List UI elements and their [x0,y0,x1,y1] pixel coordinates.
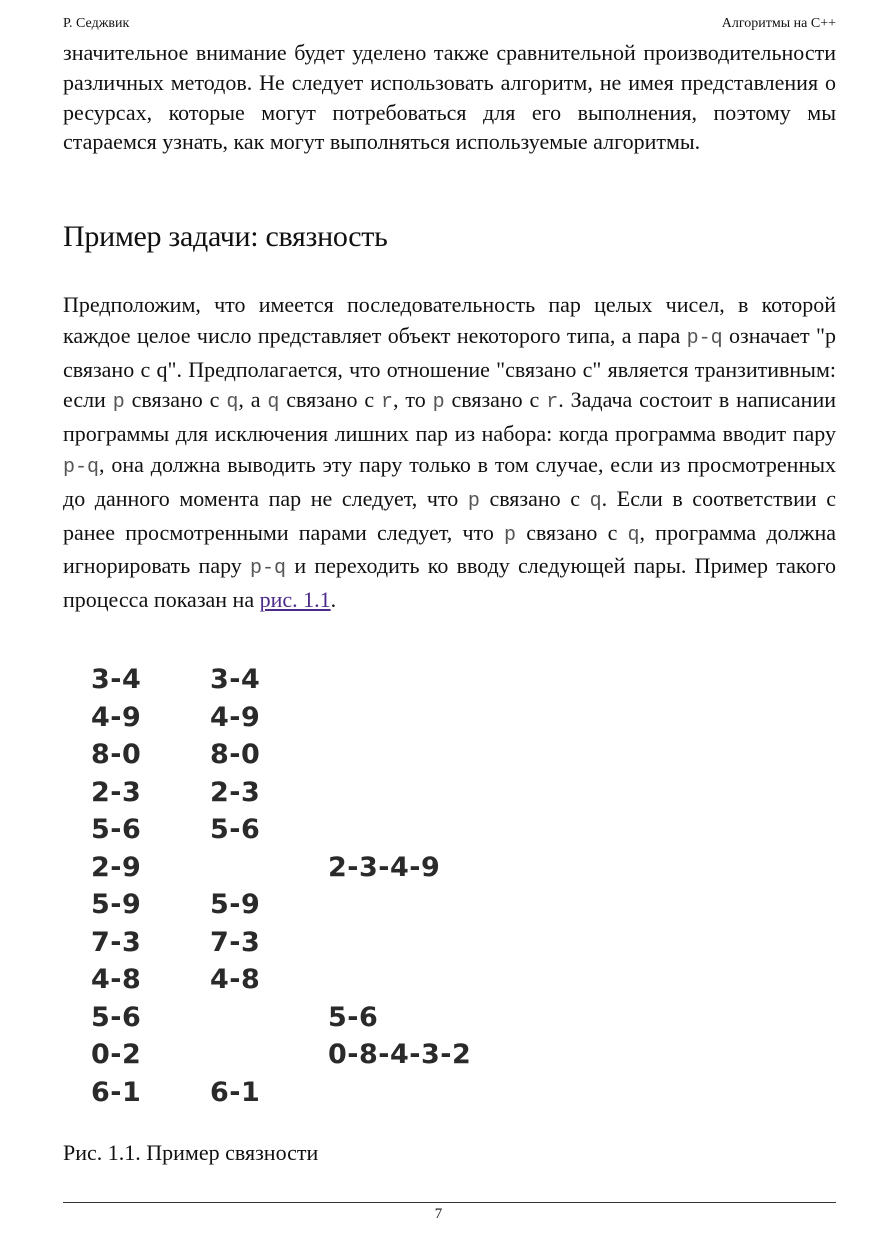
figure-input-pair: 8-0 [91,739,142,770]
figure-row [90,1077,510,1111]
inline-code: p-q [63,455,100,479]
body-text: , а [238,387,268,413]
inline-code: p-q [250,557,287,581]
body-text: . Если в соответствии с ранее просмотренными парами следует, что [63,485,836,545]
figure-row [90,814,510,848]
figure-input-pair: 5-6 [91,814,142,845]
figure-input-pair: 2-9 [91,851,142,883]
figure-row [90,1039,510,1073]
figure-connection-path: 0-8-4-3-2 [328,1039,472,1070]
figure-output-pair: 8-0 [210,739,261,770]
figure-output-pair: 4-8 [210,964,261,995]
figure-input-pair: 4-9 [91,701,142,733]
body-text: , программа должна игнорировать пару [63,519,836,579]
figure-input-pair: 2-3 [91,776,142,808]
inline-code: p-q [686,326,723,350]
figure-output-pair: 5-6 [210,814,261,845]
inline-code: p [432,391,445,415]
header-author: Р. Седжвик [63,16,130,31]
figure-row [90,1002,510,1036]
figure-input-pair: 5-9 [91,889,142,920]
figure-row [90,777,510,811]
body-text: , она должна выводить эту пару только в том случае, если из просмотренных до данного момента пар не следует, что [63,451,836,511]
figure-link[interactable]: рис. 1.1 [259,587,331,613]
figure-input-pair: 3-4 [91,664,142,695]
body-paragraph [63,290,836,616]
body-text: связано с [279,387,381,413]
intro-paragraph: значительное внимание будет уделено также сравнительной производительности различных методов. Не следует использовать алгоритм, не имея представления о ресурсах, которые могут потребоваться для его выполнения, поэтому мы стараемся узнать, как могут выполняться используемые алгоритмы. [63,40,836,155]
inline-code: q [627,523,640,547]
body-text: Предположим, что имеется последовательность пар целых чисел, в которой каждое целое число представляет объект некоторого типа, а пара [63,292,836,348]
figure-input-pair: 5-6 [91,1001,142,1033]
body-text: означает "p связано с q". Предполагается, что отношение "связано с" является транзитивным: если [63,322,836,413]
figure-row [90,927,510,961]
page-header [63,16,836,34]
body-text: связано с [444,387,547,413]
figure-input-pair: 0-2 [91,1039,142,1070]
inline-code: p [504,523,517,547]
inline-code: q [589,489,602,513]
figure-row [90,964,510,998]
header-book-title: Алгоритмы на С++ [721,16,836,31]
inline-code: p [112,391,125,415]
body-text: связано с [479,485,590,511]
body-text: связано с [124,387,227,413]
figure-connection-path: 2-3-4-9 [328,851,441,883]
figure-connection-path: 5-6 [328,1001,379,1033]
figure-row [90,852,510,886]
inline-code: r [380,391,393,415]
footer-divider [63,1202,836,1203]
figure-caption: Рис. 1.1. Пример связности [63,1140,319,1165]
body-text: . [330,587,337,613]
figure-row [90,739,510,773]
figure-output-pair: 2-3 [210,776,261,808]
inline-code: q [267,391,280,415]
figure-row [90,702,510,736]
figure-input-pair: 7-3 [91,926,142,958]
body-text: , то [393,387,433,413]
figure-output-pair: 4-9 [210,701,261,733]
figure-output-pair: 6-1 [210,1076,261,1108]
figure-connectivity [90,664,510,1114]
figure-row [90,889,510,923]
body-text: связано с [516,519,628,545]
figure-output-pair: 3-4 [210,664,261,695]
inline-code: r [546,391,559,415]
figure-output-pair: 7-3 [210,926,261,958]
inline-code: p [467,489,480,513]
figure-row [90,664,510,698]
page-number: 7 [434,1206,443,1222]
figure-input-pair: 4-8 [91,964,142,995]
inline-code: q [226,391,239,415]
figure-input-pair: 6-1 [91,1076,142,1108]
body-text: и переходить ко вводу следующей пары. Пример такого процесса показан на [63,553,836,613]
section-title: Пример задачи: связность [63,220,388,253]
figure-output-pair: 5-9 [210,889,261,920]
body-text: . Задача состоит в написании программы для исключения лишних пар из набора: когда программа вводит пару [63,387,836,447]
